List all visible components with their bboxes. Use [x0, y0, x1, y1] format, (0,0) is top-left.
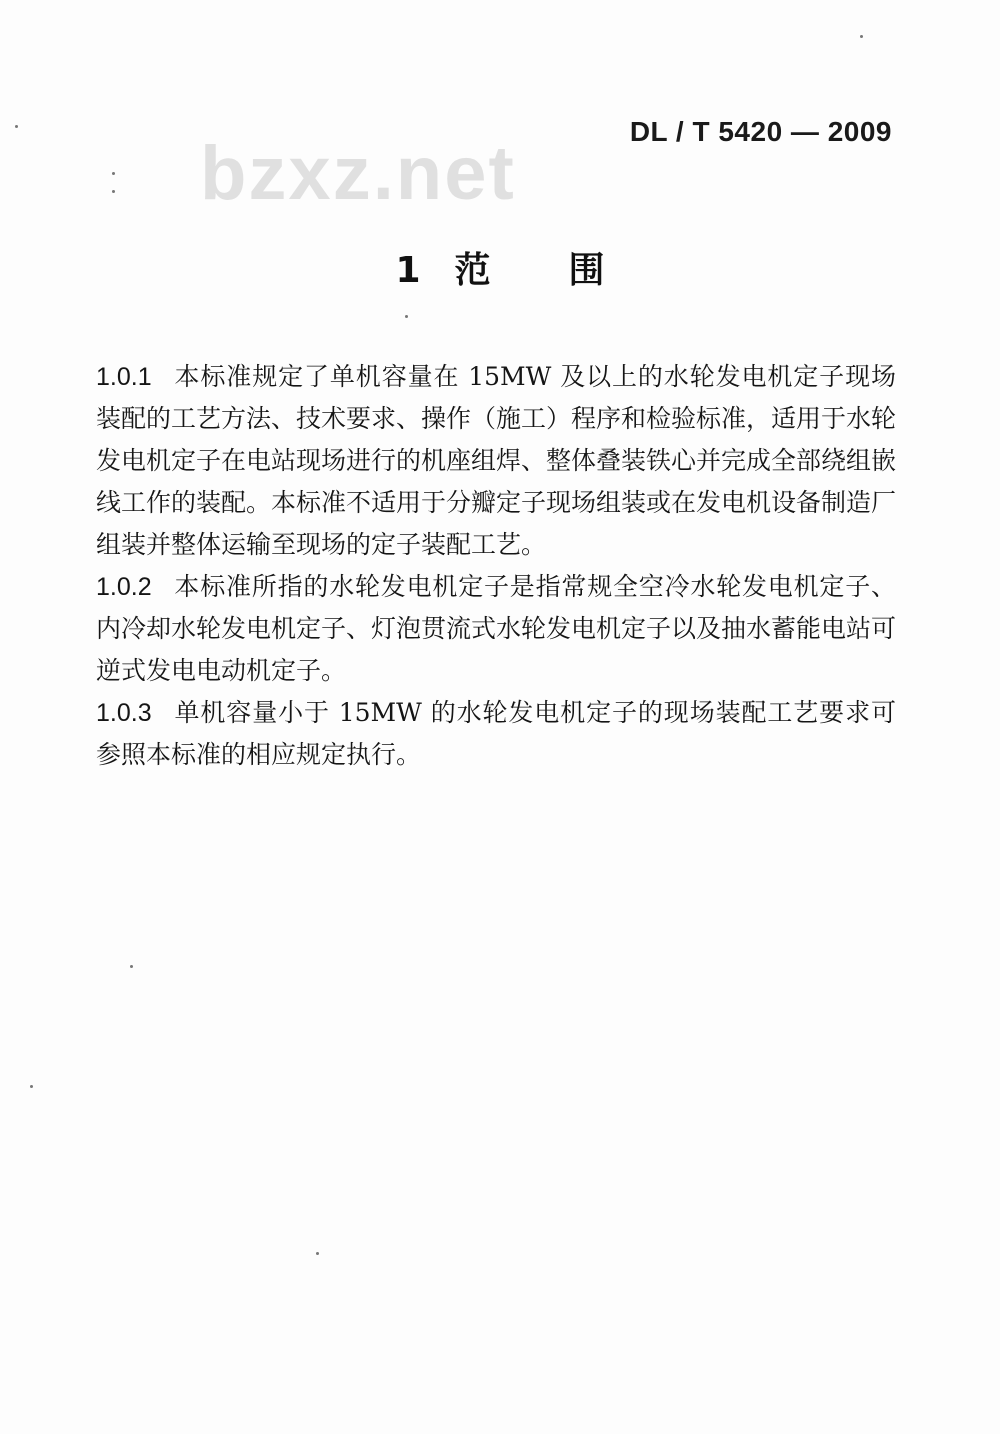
clause-number: 1.0.2 — [96, 573, 152, 601]
clause-1-0-3 — [96, 692, 896, 776]
clauses-body — [96, 356, 896, 776]
clause-text: 本标准所指的水轮发电机定子是指常规全空冷水轮发电机定子、内冷却水轮发电机定子、灯泡贯流式水轮发电机定子以及抽水蓄能电站可逆式发电电动机定子。 — [96, 572, 897, 685]
clause-text: 单机容量小于 15MW 的水轮发电机定子的现场装配工艺要求可参照本标准的相应规定执行。 — [96, 698, 896, 769]
scan-speck — [405, 315, 408, 318]
chapter-number: 1 — [395, 250, 421, 291]
scan-speck — [112, 172, 115, 175]
clause-1-0-1 — [96, 356, 896, 566]
scan-speck — [15, 125, 18, 128]
chapter-title-part2: 围 — [568, 250, 605, 291]
watermark: bzxz.net — [200, 131, 516, 216]
scan-speck — [316, 1252, 319, 1255]
clause-text: 本标准规定了单机容量在 15MW 及以上的水轮发电机定子现场装配的工艺方法、技术要求、操作（施工）程序和检验标准，适用于水轮发电机定子在电站现场进行的机座组焊、整体叠装铁心并完成全部绕组嵌线工作的装配。本标准不适用于分瓣定子现场组装或在发电机设备制造厂组装并整体运输至现场的定子装配工艺。 — [96, 362, 897, 559]
scan-speck — [112, 190, 115, 193]
chapter-title — [0, 242, 1000, 293]
clause-1-0-2 — [96, 566, 896, 692]
scan-speck — [130, 965, 133, 968]
standard-code: DL / T 5420 — 2009 — [629, 116, 892, 147]
clause-number: 1.0.3 — [96, 699, 152, 727]
chapter-title-part1: 范 — [454, 250, 491, 291]
scan-speck — [860, 35, 863, 38]
clause-number: 1.0.1 — [96, 363, 152, 391]
scan-speck — [30, 1085, 33, 1088]
